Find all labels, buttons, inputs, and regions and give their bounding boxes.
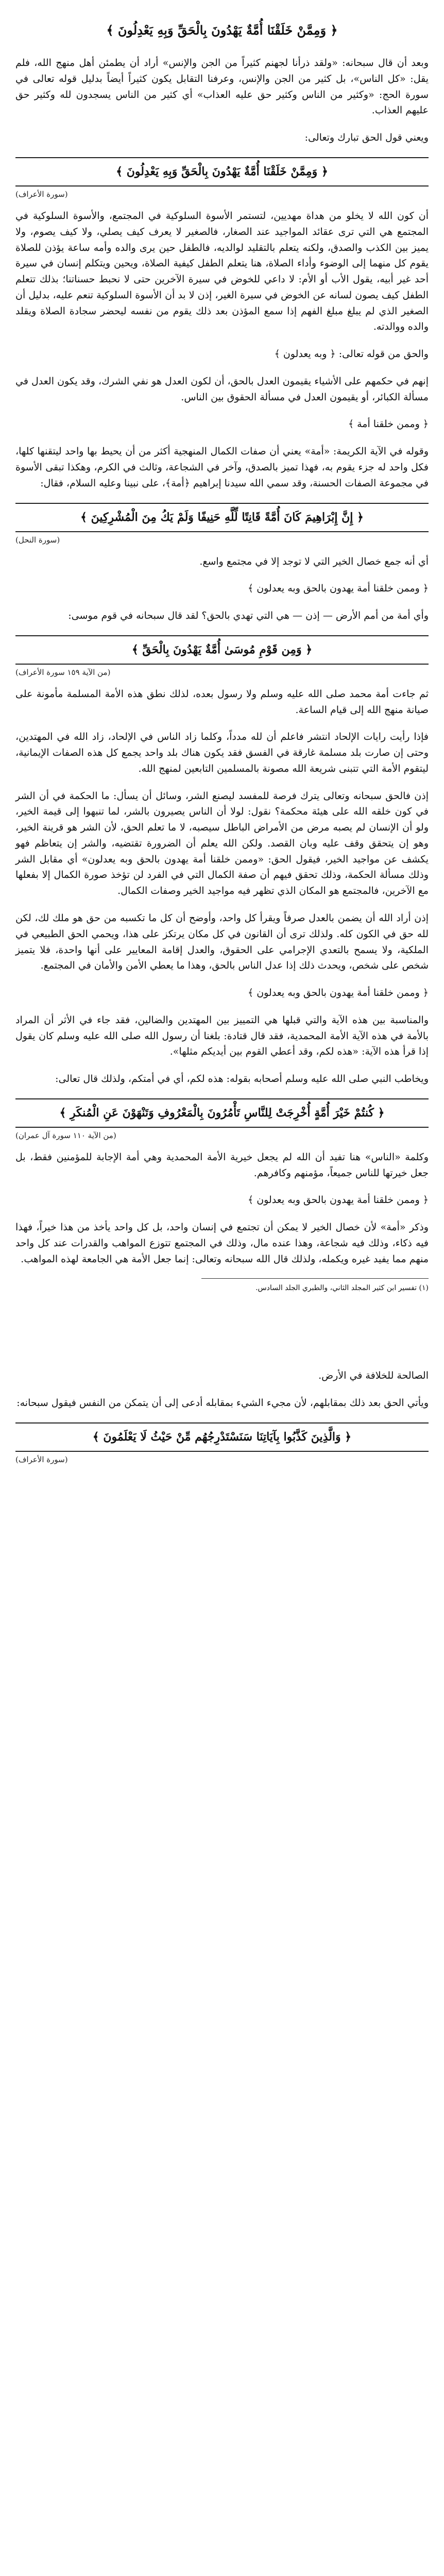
paragraph: ﴿ وممن خلقنا أمة يهدون بالحق وبه يعدلون ﴾ — [248, 1194, 429, 1206]
paragraph: فإذا رأيت رايات الإلحاد انتشر فاعلم أن لله مدداً، وكلما زاد الناس في الإلحاد، زاد الله في المهتدين، وحتى إن صارت بلد مسلمة غارقة في الفسق فقد يكون هناك بلد واحد يجمع كل هذه الصفات الإيمانية، ليتقوم الأمة التي تتبنى شريعة الله مصونة بالمسلمين التابعين لمنهج الله. — [15, 731, 429, 774]
paragraph: وقوله في الآية الكريمة: «أمة» يعني أن صفات الكمال المنهجية أكثر من أن يحيط بها واحد ليتقنها كلها، فكل واحد له جزء يقوم به، فهذا تميز بالصدق، وآخر في الشجاعة، وثالث في الكرم، وهكذا تبقى الأسوة في مجموعة الصفات الحسنة، وقد سمي الله سيدنا إبراهيم ﴿أمة﴾، على نبينا وعليه السلام، فقال: — [15, 446, 429, 489]
paragraph: إذن أراد الله أن يضمن بالعدل صرفاً ويقرأ كل واحد، وأوضح أن كل ما تكسبه من حق هو ملك لك، لكن لله حق في الكون كله. ولذلك ترى أن القانون في كل مكان يرتكز على هذا، ويحمي الحق الطبيعي في الملكية، ولا يسمح بالتعدي الإجرامي على الحقوق، والعدل إقامة المعايير على أنها واحدة، فلا يتميز شخص على شخص، ويحدث ذلك إذا عدل الناس بالحق، وهذا ما يعطي الأمن والأمان في المجتمع. — [15, 912, 429, 972]
footnote-divider — [201, 1278, 429, 1279]
page-break-gap — [15, 1306, 429, 1368]
paragraph: الصالحة للخلافة في الأرض. — [318, 1370, 429, 1382]
paragraph: ﴿ وممن خلقنا أمة يهدون بالحق وبه يعدلون ﴾ — [248, 987, 429, 999]
paragraph: وأي أمة من أمم الأرض — إذن — هي التي تهدي بالحق؟ لقد قال سبحانه في قوم موسى: — [68, 610, 429, 622]
paragraph: إذن فالحق سبحانه وتعالى يترك فرصة للمفسد ليصنع الشر، وسائل أن يسأل: ما الحكمة في أن الشر في كون خلقه الله على هيئة محكمة؟ نقول: لولا أن الناس يصيرون بالشر، لما تنبهوا إلى قيمة الخير، ولو أن الإنسان لم يصبه مرض من الأمراض الباطل سيصبه، لا ما تعلم الحق، لأن الشر هو قرينة الخير، وهو إن يتحقق وقف عليه وبان القصد. ولكن الله يعلم أن الضرورة تقتضيه، والشر إن يتعاظم فهو يكشف عن مواجيد الخير، فيقول الحق: «وممن خلقنا أمة يهدون بالحق وبه يعدلون» أي مقابل الشر وذلك مسألة الحكمة، وذلك تحقق فيهم أن صفة الكمال التي في الفرد لن تؤخذ صورة الكمال إلا بفعلها مع الآخرين، فالمجتمع هو المكان الذي تظهر فيه مواجيد الخير وصفات الكمال. — [15, 790, 429, 897]
paragraph: ﴿ وممن خلقنا أمة ﴾ — [348, 418, 429, 430]
paragraph: والحق من قوله تعالى: ﴿ وبه يعدلون ﴾ — [274, 348, 429, 360]
paragraph: ويأتي الحق بعد ذلك بمقابلهم، لأن مجيء الشيء بمقابله أدعى إلى أن يتمكن من النفس فيقول سبحانه: — [16, 1397, 429, 1409]
paragraph: ثم جاءت أمة محمد صلى الله عليه وسلم ولا رسول بعده، لذلك نطق هذه الأمة المسلمة مأمونة على صيانة منهج الله إلى قيام الساعة. — [15, 688, 429, 716]
quran-verse: ﴿ كُنتُمْ خَيْرَ أُمَّةٍ أُخْرِجَتْ لِلنَّاسِ تَأْمُرُونَ بِالْمَعْرُوفِ وَتَنْهَوْنَ عَنِ الْمُنكَرِ ﴾ — [15, 1098, 429, 1128]
page-content — [15, 21, 429, 1473]
quran-verse: ﴿ وَالَّذِينَ كَذَّبُوا بِآيَاتِنَا سَنَسْتَدْرِجُهُم مِّنْ حَيْثُ لَا يَعْلَمُونَ ﴾ — [15, 1422, 429, 1452]
paragraph: وبعد أن قال سبحانه: «ولقد ذرأنا لجهنم كثيراً من الجن والإنس» أراد أن يطمئن أهل منهج الله، فلم يقل: «كل الناس»، بل كثير من الجن والإنس، وعرفنا التقابل يكون كثيراً أيضاً بدليل قوله تعالى في سورة الحج: «وكثير من الناس وكثير حق عليه العذاب» أي كثير من الناس يسجدون لله وكثير حق عليهم العذاب. — [15, 57, 429, 116]
paragraph: وكلمة «الناس» هنا تفيد أن الله لم يجعل خيرية الأمة المحمدية وهي أمة الإجابة للمؤمنين فقط، بل جعل خيرتها للناس جميعاً، مؤمنهم وكافرهم. — [15, 1151, 429, 1179]
paragraph: ويخاطب النبي صلى الله عليه وسلم أصحابه بقوله: هذه لكم، أي في أمتكم، ولذلك قال تعالى: — [55, 1073, 429, 1085]
verse-reference: (من الآية ١١٠ سورة آل عمران) — [15, 1130, 116, 1140]
quran-verse: ﴿ إِنَّ إِبْرَاهِيمَ كَانَ أُمَّةً قَانِتًا لِّلَّهِ حَنِيفًا وَلَمْ يَكُ مِنَ الْمُشْرِكِينَ ﴾ — [15, 503, 429, 532]
paragraph: والمناسبة بين هذه الآية والتي قبلها هي التمييز بين المهتدين والضالين، فقد جاء في الأثر أن المراد بالأمة في هذه الآية الأمة المحمدية، فقد قال قتادة: بلغنا أن رسول الله صلى الله عليه وسلم كان يقول إذا قرأ هذه الآية: «هذه لكم، وقد أعطي القوم بين أيديكم مثلها». — [15, 1014, 429, 1058]
verse-reference: (من الآية ١٥٩ سورة الأعراف) — [15, 667, 111, 677]
verse-reference: (سورة النحل) — [15, 535, 60, 545]
text-body — [15, 55, 429, 1464]
paragraph: أي أنه جمع خصال الخير التي لا توجد إلا في مجتمع واسع. — [199, 555, 429, 567]
verse-reference: (سورة الأعراف) — [15, 190, 68, 199]
quran-verse: ﴿ وَمِن قَوْمِ مُوسَىٰ أُمَّةٌ يَهْدُونَ بِالْحَقِّ ﴾ — [15, 635, 429, 665]
heading-verse: ﴿ وَمِمَّنْ خَلَقْنَا أُمَّةٌ يَهْدُونَ بِالْحَقِّ وَبِهِ يَعْدِلُونَ ﴾ — [106, 23, 338, 38]
paragraph: ويعني قول الحق تبارك وتعالى: — [304, 132, 429, 144]
verse-reference: (سورة الأعراف) — [15, 1455, 68, 1464]
paragraph: أن كون الله لا يخلو من هداة مهديين، لتستمر الأسوة السلوكية في المجتمع، والأسوة السلوكية في المجتمع هي التي ترى عقائد المواجيد عند الصغار، فالصغير لا يعرف كيف يصلي، ولا كيف يصوم، ولا يميز بين الكذب والصدق، ولكنه يتعلم بالتقليد لوالديه، فالطفل حين يرى والده وأمه ساعة يؤذن للصلاة يقوم كل منهما إلى الوضوء وأداء الصلاة، هنا يتعلم الطفل كيفية الصلاة، ويحين ويتكلم إنسان في سيرة أحد غير أبيه، يقول الأب أو الأم: لا داعي للخوض في سيرة الآخرين حتى لا نحبط حسناتنا؛ بذلك تتعلم الطفل كيف يصون لسانه عن الخوض في سيرة الغير، إذن لا بد أن الأسوة السلوكية تنعم عليه، بدليل أن الصغير الذي لم يبلغ مبلغ الفهم إذا سمع المؤذن بعد ذلك يقوم من نفسه ليحضر سجادة الصلاة ويقلد والده ووالدته. — [15, 210, 429, 333]
footnote: (١) تفسير ابن كثير المجلد الثاني، والطبري الجلد السادس. — [255, 1284, 429, 1293]
paragraph: ﴿ وممن خلقنا أمة يهدون بالحق وبه يعدلون ﴾ — [248, 583, 429, 595]
paragraph: وذكر «أمة» لأن خصال الخير لا يمكن أن تجتمع في إنسان واحد، بل كل واحد يأخذ من هذا خيراً، فهذا فيه ذكاء، وذلك فيه شجاعة، وهذا عنده مال، وذلك في المجتمع تتوزع المواهب والقدرات عند كل واحد منهم مما يفيد غيره ويكمله، ولذلك قال الله سبحانه وتعالى: إنما جعل الأمة هي الجامعة لهذه المواهب. — [15, 1222, 429, 1265]
paragraph: إنهم في حكمهم على الأشياء يقيمون العدل بالحق، أن لكون العدل هو نفي الشرك، وقد يكون العدل في مسألة الكبائر، أو يقيمون العدل في مسألة الحقوق بين الناس. — [15, 375, 429, 403]
quran-verse: ﴿ وَمِمَّنْ خَلَقْنَا أُمَّةٌ يَهْدُونَ بِالْحَقِّ وَبِهِ يَعْدِلُونَ ﴾ — [15, 157, 429, 187]
